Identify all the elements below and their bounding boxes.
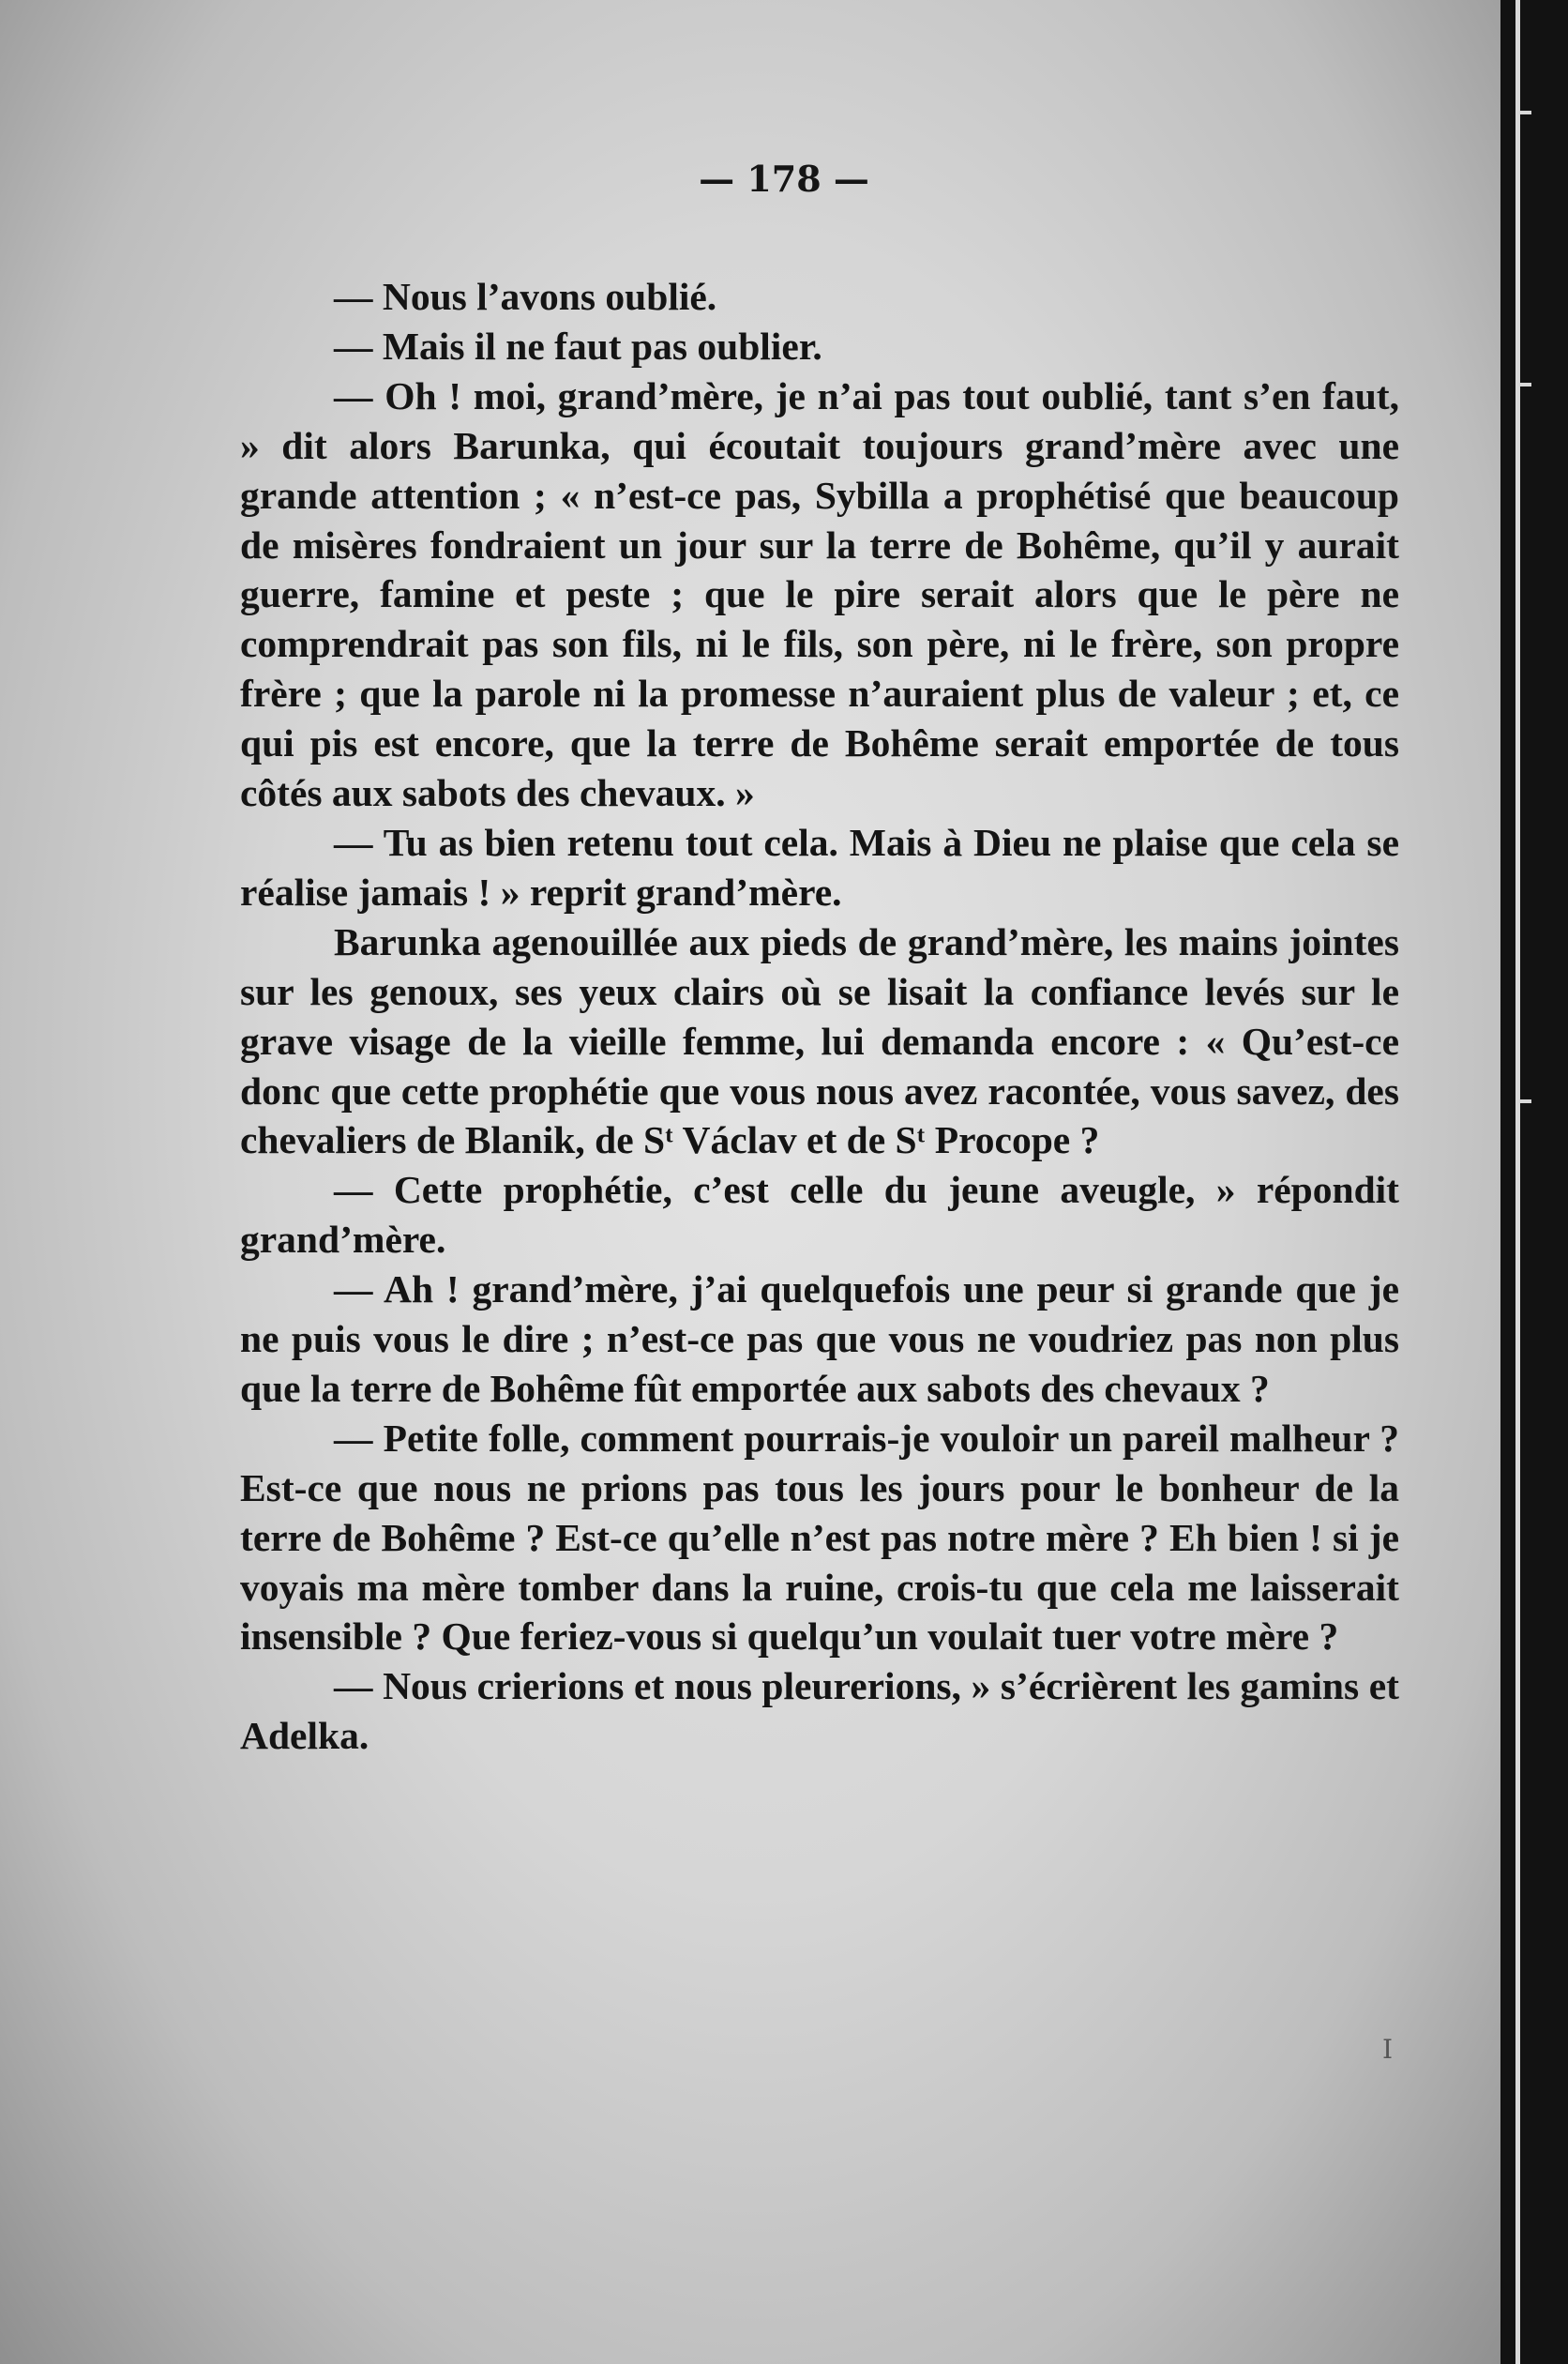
paragraph: — Cette prophétie, c’est celle du jeune aveugle, » répondit grand’mère. xyxy=(240,1168,1399,1262)
paragraph: — Ah ! grand’mère, j’ai quelquefois une peur si grande que je ne puis vous le dire ; n’est-ce pas que vous ne voudriez pas non plus que la terre de Bohême fût emportée aux sabots des chevaux ? xyxy=(240,1267,1399,1410)
page-number: — 178 — xyxy=(699,158,869,200)
book-spine xyxy=(1500,0,1568,2364)
spine-tick xyxy=(1520,383,1531,386)
spine-edge xyxy=(1515,0,1520,2364)
paragraph: — Petite folle, comment pourrais-je vouloir un pareil malheur ? Est-ce que nous ne prions pas tous les jours pour le bonheur de la terre de Bohême ? Est-ce qu’elle n’est pas notre mère ? Eh bien ! si je voyais ma mère tomber dans la ruine, crois-tu que cela me laisserait insensible ? Que feriez-vous si quelqu’un voulait tuer votre mère ? xyxy=(240,1416,1399,1659)
margin-mark: I xyxy=(1382,2034,1394,2065)
paragraph: — Tu as bien retenu tout cela. Mais à Dieu ne plaise que cela se réalise jamais ! » reprit grand’mère. xyxy=(240,820,1399,914)
paragraph: — Nous l’avons oublié. xyxy=(334,275,717,318)
body-text xyxy=(240,272,1399,1761)
paragraph: — Mais il ne faut pas oublier. xyxy=(334,324,822,368)
paragraph: Barunka agenouillée aux pieds de grand’mère, les mains jointes sur les genoux, ses yeux clairs où se lisait la confiance levés sur le grave visage de la vieille femme, lui demanda encore : « Qu’est-ce donc que cette prophétie que vous nous avez racontée, vous savez, des chevaliers de Blanik, de Sᵗ Václav et de Sᵗ Procope ? xyxy=(240,919,1399,1162)
paragraph: — Nous crierions et nous pleurerions, » s’écrièrent les gamins et Adelka. xyxy=(240,1664,1399,1758)
spine-tick xyxy=(1520,111,1531,114)
paragraph: — Oh ! moi, grand’mère, je n’ai pas tout oublié, tant s’en faut, » dit alors Barunka, qui écoutait toujours grand’mère avec une grande attention ; « n’est-ce pas, Sybilla a prophétisé que beaucoup de misères fondraient un jour sur la terre de Bohême, qu’il y aurait guerre, famine et peste ; que le pire serait alors que le père ne comprendrait pas son fils, ni le fils, son père, ni le frère, son propre frère ; que la parole ni la promesse n’auraient plus de valeur ; et, ce qui pis est encore, que la terre de Bohême serait emportée de tous côtés aux sabots des chevaux. » xyxy=(240,373,1399,815)
spine-tick xyxy=(1520,1099,1531,1103)
